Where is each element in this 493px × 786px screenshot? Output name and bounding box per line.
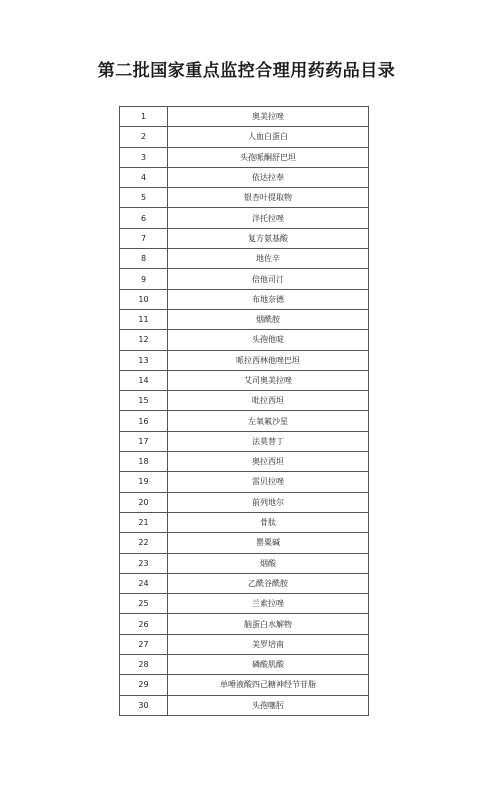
table-row (120, 249, 369, 269)
row-number: 30 (120, 695, 168, 715)
table-row (120, 330, 369, 350)
drug-name: 哌拉西林他唑巴坦 (168, 350, 369, 370)
drug-name: 银杏叶提取物 (168, 188, 369, 208)
table-row (120, 411, 369, 431)
drug-name: 乙酰谷酰胺 (168, 573, 369, 593)
drug-name: 奥美拉唑 (168, 107, 369, 127)
page-title: 第二批国家重点监控合理用药药品目录 (97, 61, 396, 81)
drug-list-table (119, 106, 369, 716)
table-row (120, 675, 369, 695)
row-number: 22 (120, 533, 168, 553)
drug-name: 倍他司汀 (168, 269, 369, 289)
drug-name: 兰索拉唑 (168, 594, 369, 614)
drug-name: 人血白蛋白 (168, 127, 369, 147)
table-row (120, 655, 369, 675)
drug-name: 磷酸肌酸 (168, 655, 369, 675)
table-row (120, 269, 369, 289)
row-number: 27 (120, 634, 168, 654)
row-number: 29 (120, 675, 168, 695)
drug-name: 艾司奥美拉唑 (168, 370, 369, 390)
table-row (120, 695, 369, 715)
row-number: 1 (120, 107, 168, 127)
drug-name: 骨肽 (168, 512, 369, 532)
drug-name: 脑蛋白水解物 (168, 614, 369, 634)
table-row (120, 370, 369, 390)
table-row (120, 614, 369, 634)
row-number: 3 (120, 147, 168, 167)
table-row (120, 634, 369, 654)
table-row (120, 350, 369, 370)
table-row (120, 431, 369, 451)
row-number: 20 (120, 492, 168, 512)
drug-name: 吡拉西坦 (168, 391, 369, 411)
drug-name: 美罗培南 (168, 634, 369, 654)
drug-name: 头孢哌酮舒巴坦 (168, 147, 369, 167)
table-row (120, 228, 369, 248)
row-number: 5 (120, 188, 168, 208)
table-row (120, 533, 369, 553)
row-number: 18 (120, 452, 168, 472)
table-row (120, 594, 369, 614)
drug-name: 布地奈德 (168, 289, 369, 309)
table-row (120, 452, 369, 472)
row-number: 13 (120, 350, 168, 370)
drug-name: 雷贝拉唑 (168, 472, 369, 492)
drug-name: 法莫替丁 (168, 431, 369, 451)
drug-name: 头孢噻肟 (168, 695, 369, 715)
table-row (120, 188, 369, 208)
drug-name: 前列地尔 (168, 492, 369, 512)
drug-name: 复方氨基酸 (168, 228, 369, 248)
row-number: 24 (120, 573, 168, 593)
row-number: 6 (120, 208, 168, 228)
row-number: 10 (120, 289, 168, 309)
table-row (120, 107, 369, 127)
drug-name: 地佐辛 (168, 249, 369, 269)
drug-name: 罂粟碱 (168, 533, 369, 553)
table-row (120, 127, 369, 147)
row-number: 25 (120, 594, 168, 614)
row-number: 11 (120, 309, 168, 329)
row-number: 4 (120, 167, 168, 187)
row-number: 17 (120, 431, 168, 451)
table-row (120, 167, 369, 187)
row-number: 8 (120, 249, 168, 269)
drug-name: 烟酸 (168, 553, 369, 573)
table-row (120, 573, 369, 593)
table-row (120, 472, 369, 492)
row-number: 16 (120, 411, 168, 431)
drug-name: 奥拉西坦 (168, 452, 369, 472)
drug-name: 依达拉奉 (168, 167, 369, 187)
row-number: 23 (120, 553, 168, 573)
row-number: 14 (120, 370, 168, 390)
drug-name: 泮托拉唑 (168, 208, 369, 228)
drug-list-body (120, 107, 369, 716)
table-row (120, 289, 369, 309)
row-number: 21 (120, 512, 168, 532)
table-row (120, 147, 369, 167)
row-number: 2 (120, 127, 168, 147)
table-row (120, 512, 369, 532)
drug-name: 左氧氟沙星 (168, 411, 369, 431)
table-row (120, 492, 369, 512)
row-number: 9 (120, 269, 168, 289)
drug-name: 单唾液酸四己糖神经节苷脂 (168, 675, 369, 695)
table-row (120, 553, 369, 573)
row-number: 28 (120, 655, 168, 675)
row-number: 26 (120, 614, 168, 634)
row-number: 12 (120, 330, 168, 350)
table-row (120, 208, 369, 228)
table-row (120, 309, 369, 329)
row-number: 7 (120, 228, 168, 248)
drug-name: 头孢他啶 (168, 330, 369, 350)
row-number: 19 (120, 472, 168, 492)
drug-name: 烟酰胺 (168, 309, 369, 329)
table-row (120, 391, 369, 411)
row-number: 15 (120, 391, 168, 411)
